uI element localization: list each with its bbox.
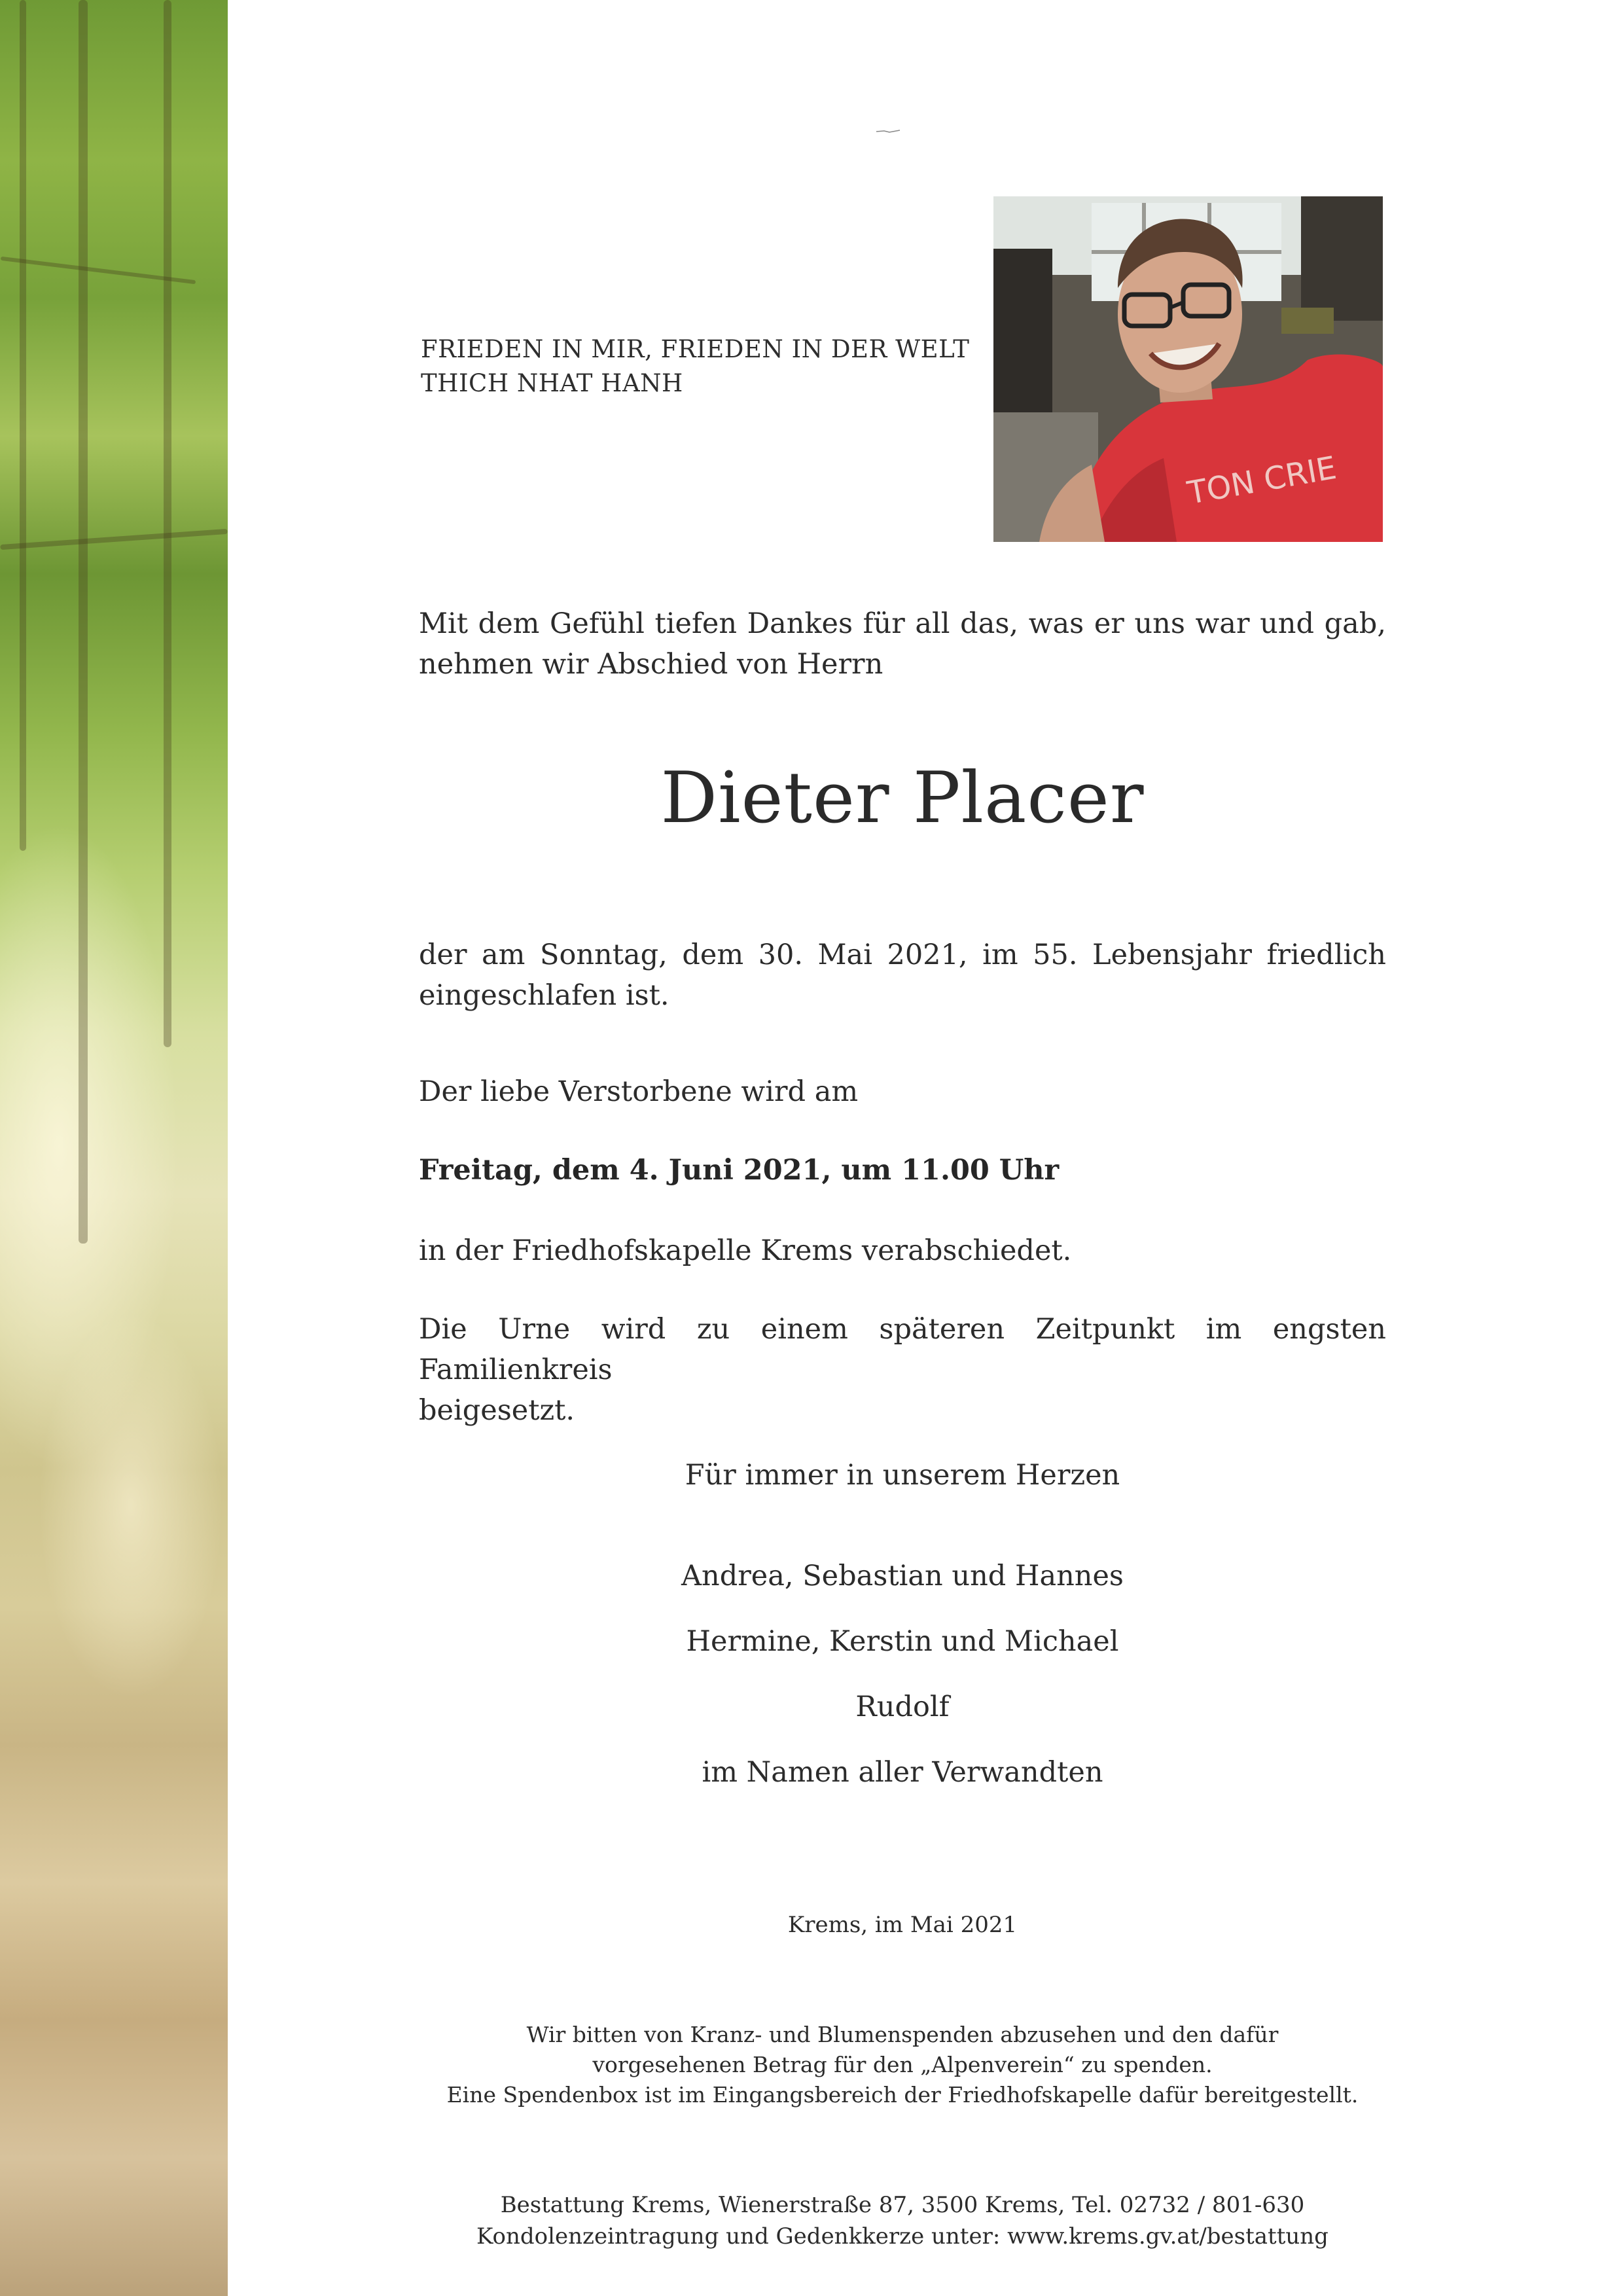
intro-line-1: Mit dem Gefühl tiefen Dankes für all das, was er uns war und gab,: [419, 607, 1386, 640]
death-notice: [419, 935, 1386, 1016]
donation-notice: [419, 2020, 1386, 2110]
service-date: Freitag, dem 4. Juni 2021, um 11.00 Uhr: [419, 1154, 1060, 1187]
urn-notice-line-2: beigesetzt.: [419, 1394, 575, 1427]
urn-notice-line-1: Die Urne wird zu einem späteren Zeitpunkt im engsten Familienkreis: [419, 1313, 1386, 1386]
condolence-link: Kondolenzeintragung und Gedenkkerze unter: www.krems.gv.at/bestattung: [476, 2223, 1329, 2250]
intro-line-2: nehmen wir Abschied von Herrn: [419, 648, 883, 681]
scan-mark: [875, 128, 901, 134]
mourner-line: im Namen aller Verwandten: [702, 1756, 1103, 1789]
quote-author: THICH NHAT HANH: [421, 369, 683, 397]
funeral-home-footer: [419, 2189, 1386, 2252]
quote-block: [421, 332, 969, 401]
donation-line-2: vorgesehenen Betrag für den „Alpenverein“ zu spenden.: [592, 2052, 1213, 2077]
deceased-name: Dieter Placer: [660, 757, 1145, 839]
urn-notice: [419, 1309, 1386, 1431]
service-location: in der Friedhofskapelle Krems verabschiedet.: [419, 1234, 1072, 1267]
closing-phrase: Für immer in unserem Herzen: [685, 1459, 1120, 1492]
intro-paragraph: [419, 603, 1386, 685]
death-notice-line-2: eingeschlafen ist.: [419, 979, 669, 1012]
place-date: Krems, im Mai 2021: [787, 1912, 1018, 1938]
mourner-line: Hermine, Kerstin und Michael: [686, 1625, 1119, 1658]
donation-line-3: Eine Spendenbox ist im Eingangsbereich der Friedhofskapelle dafür bereitgestellt.: [446, 2082, 1359, 2108]
donation-line-1: Wir bitten von Kranz- und Blumenspenden abzusehen und den dafür: [526, 2022, 1279, 2047]
funeral-home-address: Bestattung Krems, Wienerstraße 87, 3500 Krems, Tel. 02732 / 801-630: [500, 2192, 1305, 2218]
farewell-intro: Der liebe Verstorbene wird am: [419, 1075, 859, 1108]
portrait-photo: [993, 196, 1383, 542]
mourner-line: Rudolf: [855, 1691, 950, 1723]
quote-text: FRIEDEN IN MIR, FRIEDEN IN DER WELT: [421, 335, 970, 363]
svg-text:TON CRIE: TON CRIE: [1185, 449, 1340, 512]
forest-background-strip: [0, 0, 228, 2296]
mourner-line: Andrea, Sebastian und Hannes: [681, 1560, 1124, 1592]
death-notice-line-1: der am Sonntag, dem 30. Mai 2021, im 55. Lebensjahr friedlich: [419, 939, 1386, 971]
